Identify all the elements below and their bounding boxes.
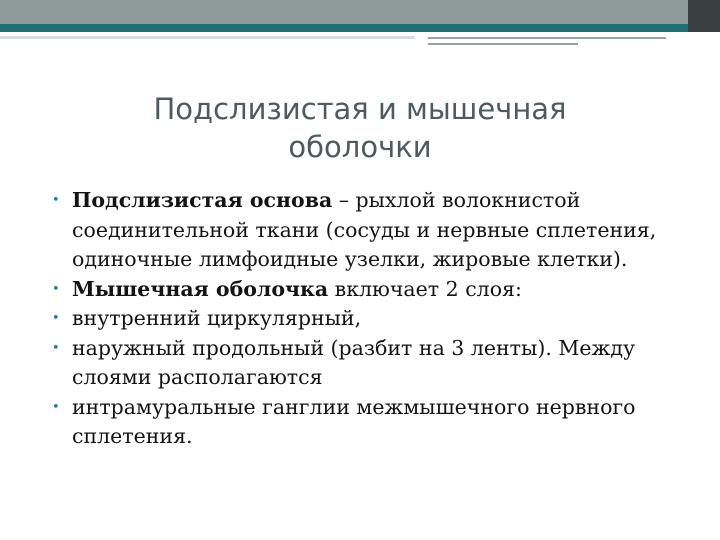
item-text: внутренний циркулярный, <box>72 306 362 330</box>
item-text: наружный продольный (разбит на 3 ленты). Между слоями располагаются <box>72 335 636 389</box>
decorative-line <box>428 37 666 39</box>
list-item <box>52 334 702 393</box>
item-bold-text: Мышечная оболочка <box>72 276 329 301</box>
header-accent-stripe <box>0 24 720 32</box>
header-corner-block <box>688 0 720 32</box>
header-band <box>0 0 720 24</box>
bullet-icon: • <box>52 340 60 356</box>
list-item <box>52 393 702 452</box>
list-item <box>52 186 702 275</box>
item-text: включает 2 слоя: <box>328 276 522 301</box>
bullet-list <box>52 186 702 452</box>
list-item <box>52 304 702 334</box>
bullet-icon: • <box>52 193 60 208</box>
item-text: интрамуральные ганглии межмышечного нервного сплетения. <box>72 394 636 448</box>
slide-title <box>90 90 630 166</box>
item-text: – рыхлой волокнистой соединительной ткани (сосуды и нервные сплетения, одиночные лимфоидные узелки, жировые клетки). <box>72 188 657 271</box>
bullet-icon: • <box>52 281 60 297</box>
decorative-line <box>428 43 578 45</box>
bullet-icon: • <box>52 399 60 415</box>
bullet-icon: • <box>52 311 60 326</box>
decorative-line <box>0 36 415 39</box>
title-line-1: Подслизистая и мышечная <box>153 92 567 126</box>
list-item <box>52 275 702 305</box>
title-line-2: оболочки <box>288 130 432 164</box>
item-bold-text: Подслизистая основа <box>72 188 333 212</box>
